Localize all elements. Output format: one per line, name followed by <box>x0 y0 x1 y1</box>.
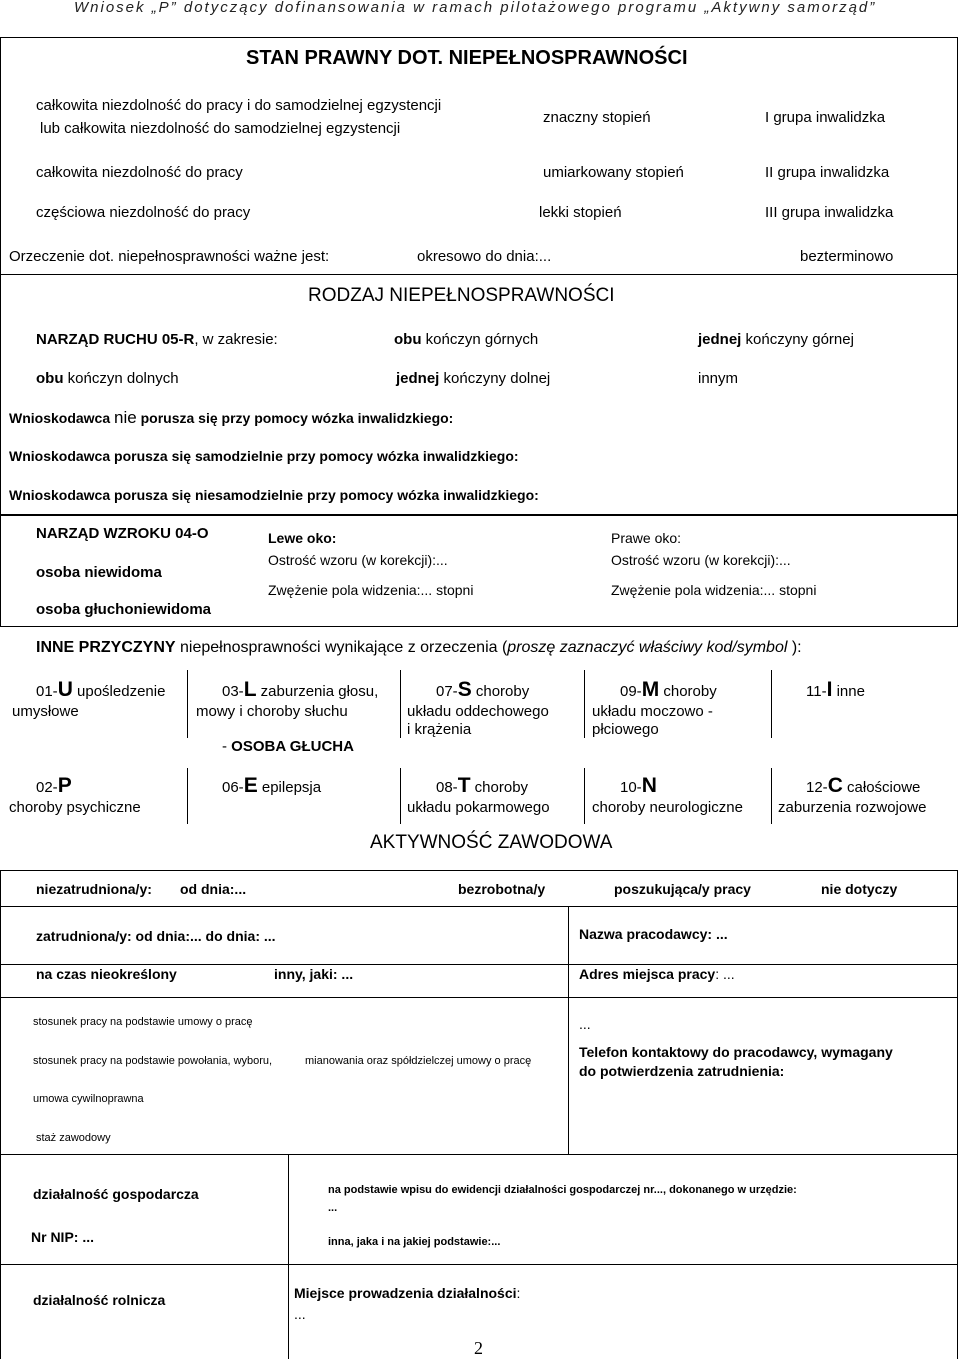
c12: 12- <box>806 779 828 796</box>
code-06 <box>222 774 321 798</box>
motor-organ <box>36 331 278 348</box>
code-10 <box>620 774 657 798</box>
sep <box>584 768 585 824</box>
cE: E <box>243 774 258 797</box>
business-box <box>0 1155 958 1265</box>
sep <box>771 768 772 824</box>
both-lower <box>36 370 179 387</box>
r3-text: częściowa niezdolność do pracy <box>36 204 251 221</box>
c06t: epilepsja <box>257 779 322 796</box>
code-12-line2: zaburzenia rozwojowe <box>778 799 927 816</box>
code-08-line2: układu pokarmowego <box>407 799 550 816</box>
al-colon: : <box>516 1285 521 1301</box>
r2-text: całkowita niezdolność do pracy <box>36 164 243 181</box>
wc1c: porusza się przy pomocy wózka inwalidzkiego: <box>136 410 454 426</box>
c09: 09- <box>620 683 642 700</box>
activity-location-dots: ... <box>294 1306 306 1322</box>
oc-n: niepełnosprawności wynikające z orzeczenia ( <box>175 639 508 656</box>
row-line <box>0 997 958 998</box>
validity-periodic: okresowo do dnia:... <box>417 248 552 265</box>
c11t: inne <box>832 683 865 700</box>
cL: L <box>243 678 257 701</box>
sep <box>400 670 401 738</box>
right-eye: Prawe oko: <box>611 530 682 546</box>
r1-text-a: całkowita niezdolność do pracy i do samodzielnej egzystencji <box>36 97 442 114</box>
code-01-line2: umysłowe <box>12 703 79 720</box>
code-07-line3: i krążenia <box>407 721 472 738</box>
code-09-line2: układu moczowo - <box>592 703 713 720</box>
deaf-person: OSOBA GŁUCHA <box>231 738 354 755</box>
validity-indefinite: bezterminowo <box>800 248 894 265</box>
code-02-line2: choroby psychiczne <box>9 799 141 816</box>
r1-degree: znaczny stopień <box>543 109 651 126</box>
disability-type-title: RODZAJ NIEPEŁNOSPRAWNOŚCI <box>308 285 615 306</box>
c03t: zaburzenia głosu, <box>256 683 379 700</box>
disability-type-box <box>0 274 958 515</box>
business-activity: działalność gospodarcza <box>33 1186 199 1202</box>
employer-phone-2: do potwierdzenia zatrudnienia: <box>579 1063 785 1079</box>
activity-location <box>294 1285 520 1301</box>
r1-text-b: lub całkowita niezdolność do samodzielnej egzystencji <box>40 120 401 137</box>
both-upper <box>394 331 538 348</box>
c02: 02- <box>36 779 58 796</box>
employed-dates: zatrudniona/y: od dnia:... do dnia: ... <box>36 928 276 944</box>
one-upper <box>698 331 854 348</box>
upper-limb: kończyny górnej <box>741 331 854 348</box>
both-word: obu <box>394 331 422 348</box>
cT: T <box>457 774 471 797</box>
both-word: obu <box>36 370 64 387</box>
internship: staż zawodowy <box>36 1132 111 1144</box>
c07t: choroby <box>471 683 530 700</box>
divider <box>0 274 958 275</box>
oc-b: INNE PRZYCZYNY <box>36 639 176 656</box>
cI: I <box>826 678 833 701</box>
left-eye: Lewe oko: <box>268 530 337 546</box>
c03t3: - <box>222 738 232 755</box>
other-contract: inny, jaki: ... <box>274 966 354 982</box>
document-header: Wniosek „P” dotyczący dofinansowania w ramach pilotażowego programu „Aktywny samorząd” <box>74 0 877 16</box>
r3-degree: lekki stopień <box>539 204 622 221</box>
blind-person: osoba niewidoma <box>36 564 162 581</box>
validity-label: Orzeczenie dot. niepełnosprawności ważne jest: <box>9 248 330 265</box>
upper-limbs: kończyn górnych <box>421 331 539 348</box>
wc1b: nie <box>114 408 137 427</box>
vision-title: NARZĄD WZROKU 04-O <box>36 525 209 542</box>
c08: 08- <box>436 779 458 796</box>
code-10-line2: choroby neurologiczne <box>592 799 743 816</box>
workplace-address <box>579 966 735 982</box>
code-12 <box>806 774 920 798</box>
code-03-line3 <box>222 738 354 755</box>
code-07 <box>436 678 529 702</box>
left-field: Zwężenie pola widzenia:... stopni <box>268 582 474 598</box>
cP: P <box>57 774 72 797</box>
right-field: Zwężenie pola widzenia:... stopni <box>611 582 817 598</box>
c03: 03- <box>222 683 244 700</box>
employer-divider <box>568 907 569 1155</box>
right-acuity: Ostrość wzoru (w korekcji):... <box>611 552 791 568</box>
legal-status-title: STAN PRAWNY DOT. NIEPEŁNOSPRAWNOŚCI <box>246 47 688 69</box>
r3-group: III grupa inwalidzka <box>765 204 894 221</box>
business-registry: na podstawie wpisu do ewidencji działalności gospodarczej nr..., dokonanego w urzędzie: <box>328 1184 797 1196</box>
appointment-contract-a: stosunek pracy na podstawie powołania, wyboru, <box>33 1055 273 1067</box>
r1-group: I grupa inwalidzka <box>765 109 886 126</box>
c01t: upośledzenie <box>72 683 166 700</box>
sep <box>187 768 188 824</box>
appointment-contract-b: mianowania oraz spółdzielczej umowy o pracę <box>305 1055 532 1067</box>
wheelchair-independent: Wnioskodawca porusza się samodzielnie przy pomocy wózka inwalidzkiego: <box>9 448 519 464</box>
other-limb: innym <box>698 370 739 387</box>
al-label: Miejsce prowadzenia działalności <box>294 1285 517 1301</box>
cM: M <box>641 678 660 701</box>
employment-contract: stosunek pracy na podstawie umowy o pracę <box>33 1016 253 1028</box>
lower-limbs: kończyn dolnych <box>63 370 179 387</box>
business-divider <box>288 1155 289 1265</box>
sep <box>400 768 401 824</box>
code-08 <box>436 774 528 798</box>
code-03 <box>222 678 378 702</box>
unemployed-label: niezatrudniona/y: <box>36 881 152 897</box>
sep <box>187 670 188 738</box>
code-09-line3: płciowego <box>592 721 659 738</box>
code-03-line2: mowy i choroby słuchu <box>196 703 348 720</box>
page-number: 2 <box>474 1338 483 1358</box>
farming-divider <box>288 1265 289 1359</box>
business-registry-dots: ... <box>328 1202 338 1214</box>
one-word: jednej <box>396 370 440 387</box>
motor-organ-label: NARZĄD RUCHU 05-R <box>36 331 195 348</box>
c11: 11- <box>806 683 827 700</box>
nip-number: Nr NIP: ... <box>31 1229 95 1245</box>
legal-status-box <box>0 37 958 274</box>
cC: C <box>827 774 843 797</box>
indefinite-contract: na czas nieokreślony <box>36 966 177 982</box>
left-acuity: Ostrość wzoru (w korekcji):... <box>268 552 448 568</box>
sep <box>771 670 772 738</box>
wa-label: Adres miejsca pracy <box>579 966 716 982</box>
cU: U <box>57 678 73 701</box>
address-dots: ... <box>579 1016 591 1032</box>
one-word: jednej <box>698 331 742 348</box>
sep <box>584 670 585 738</box>
cN: N <box>641 774 657 797</box>
c01: 01- <box>36 683 58 700</box>
activity-title: AKTYWNOŚĆ ZAWODOWA <box>370 832 613 853</box>
c09t: choroby <box>659 683 717 700</box>
wheelchair-none <box>9 408 453 428</box>
wc1a: Wnioskodawca <box>9 410 115 426</box>
deafblind-person: osoba głuchoniewidoma <box>36 601 212 618</box>
other-basis: inna, jaka i na jakiej podstawie:... <box>328 1236 501 1248</box>
r2-degree: umiarkowany stopień <box>543 164 684 181</box>
code-07-line2: układu oddechowego <box>407 703 549 720</box>
farming-activity: działalność rolnicza <box>33 1292 166 1308</box>
code-11 <box>806 678 865 702</box>
other-causes-title <box>36 639 802 657</box>
employer-phone-1: Telefon kontaktowy do pracodawcy, wymagany <box>579 1044 893 1060</box>
r2-group: II grupa inwalidzka <box>765 164 890 181</box>
job-seeking: poszukująca/y pracy <box>614 881 751 897</box>
lower-limb: kończyny dolnej <box>439 370 551 387</box>
civil-contract: umowa cywilnoprawna <box>33 1093 144 1105</box>
jobless: bezrobotna/y <box>458 881 546 897</box>
not-applicable: nie dotyczy <box>821 881 898 897</box>
c10: 10- <box>620 779 642 796</box>
wheelchair-dependent: Wnioskodawca porusza się niesamodzielnie przy pomocy wózka inwalidzkiego: <box>9 487 539 503</box>
one-lower <box>396 370 550 387</box>
c12t: całościowe <box>842 779 921 796</box>
code-09 <box>620 678 717 702</box>
cS: S <box>457 678 472 701</box>
oc-e: ): <box>787 639 802 656</box>
wa-dots: : ... <box>715 966 735 982</box>
code-01 <box>36 678 165 702</box>
c06: 06- <box>222 779 244 796</box>
code-02 <box>36 774 72 798</box>
c08t: choroby <box>470 779 529 796</box>
employer-name: Nazwa pracodawcy: ... <box>579 926 728 942</box>
since-date: od dnia:... <box>180 881 247 897</box>
motor-organ-scope: , w zakresie: <box>194 331 278 348</box>
oc-i: proszę zaznaczyć właściwy kod/symbol <box>507 639 788 656</box>
c07: 07- <box>436 683 458 700</box>
